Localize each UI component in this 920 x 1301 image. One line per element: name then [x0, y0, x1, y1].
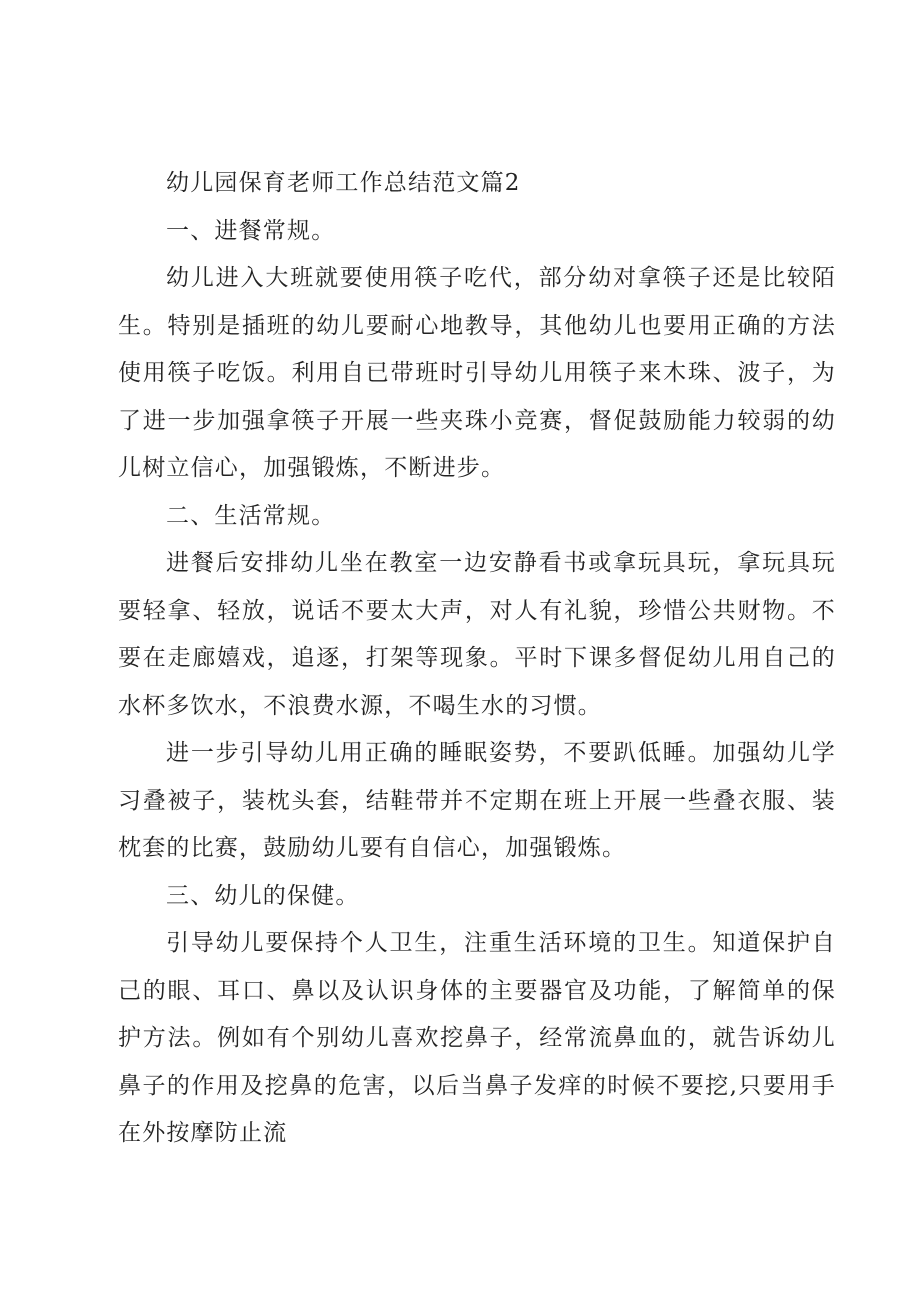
document-title: 幼儿园保育老师工作总结范文篇2	[166, 170, 521, 196]
paragraph-health-care: 引导幼儿要保持个人卫生，注重生活环境的卫生。知道保护自己的眼、耳口、鼻以及认识身体的主要器官及功能，了解简单的保护方法。例如有个别幼儿喜欢挖鼻子，经常流鼻血的，就告诉幼儿鼻子的作用及挖鼻的危害，以后当鼻子发痒的时候不要挖,只要用手在外按摩防止流	[118, 930, 836, 1146]
section-heading-dining: 一、进餐常规。	[166, 217, 336, 244]
paragraph-daily-life: 进餐后安排幼儿坐在教室一边安静看书或拿玩具玩，拿玩具玩要轻拿、轻放，说话不要太大声，对人有礼貌，珍惜公共财物。不要在走廊嬉戏，追逐，打架等现象。平时下课多督促幼儿用自己的水杯多饮水，不浪费水源，不喝生水的习惯。	[118, 550, 836, 719]
paragraph-sleep-habits: 进一步引导幼儿用正确的睡眠姿势，不要趴低睡。加强幼儿学习叠被子，装枕头套，结鞋带并不定期在班上开展一些叠衣服、装枕套的比赛，鼓励幼儿要有自信心，加强锻炼。	[118, 740, 836, 861]
paragraph-dining: 幼儿进入大班就要使用筷子吃代，部分幼对拿筷子还是比较陌生。特别是插班的幼儿要耐心地教导，其他幼儿也要用正确的方法使用筷子吃饭。利用自已带班时引导幼儿用筷子来木珠、波子，为了进一步加强拿筷子开展一些夹珠小竞赛，督促鼓励能力较弱的幼儿树立信心，加强锻炼，不断进步。	[118, 265, 836, 481]
document-body	[118, 160, 836, 1158]
section-heading-health-care: 三、幼儿的保健。	[166, 882, 360, 909]
section-heading-daily-life: 二、生活常规。	[166, 502, 336, 529]
